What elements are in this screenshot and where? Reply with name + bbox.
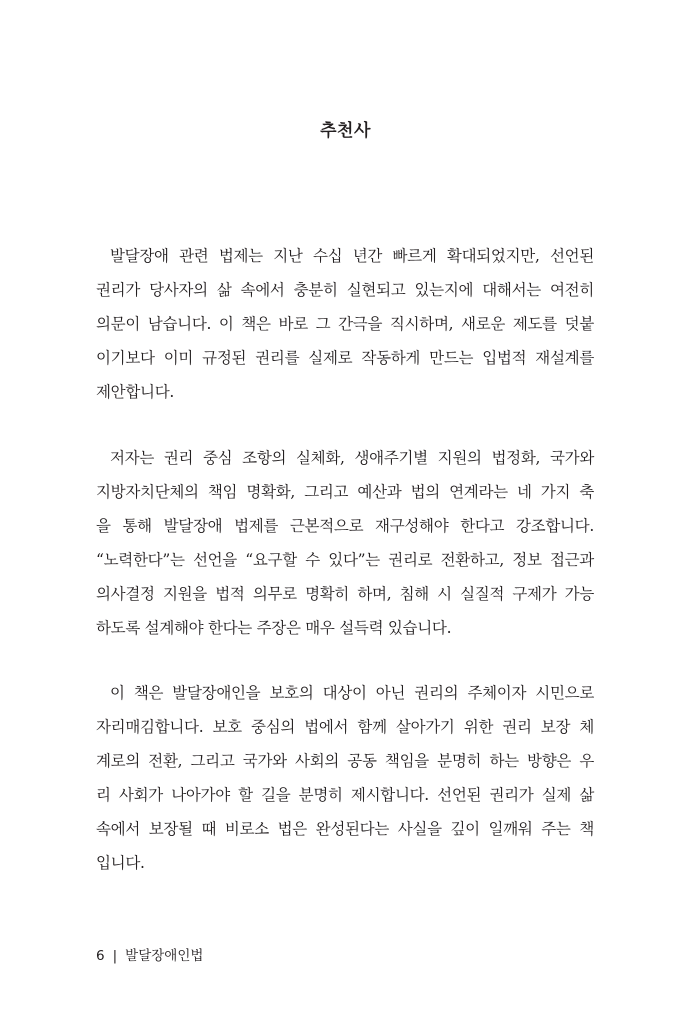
text-line: “노력한다”는 선언을 “요구할 수 있다”는 권리로 전환하고, 정보 접근과	[96, 551, 594, 569]
paragraph-2	[96, 441, 594, 645]
text-line: 자리매김합니다. 보호 중심의 법에서 함께 살아가기 위한 권리 보장 체	[96, 718, 594, 736]
paragraph-3	[96, 676, 594, 880]
text-line: 제안합니다.	[96, 383, 174, 401]
text-line: 권리가 당사자의 삶 속에서 충분히 실현되고 있는지에 대해서는 여전히	[96, 281, 594, 299]
running-title: 발달장애인법	[125, 948, 204, 964]
text-line: 지방자치단체의 책임 명확화, 그리고 예산과 법의 연계라는 네 가지 축	[96, 483, 594, 501]
page-number: 6	[96, 948, 105, 964]
footer-separator: |	[112, 948, 118, 964]
text-line: 이 책은 발달장애인을 보호의 대상이 아닌 권리의 주체이자 시민으로	[110, 684, 594, 702]
paragraph-1	[96, 239, 594, 409]
text-line: 을 통해 발달장애 법제를 근본적으로 재구성해야 한다고 강조합니다.	[96, 517, 594, 535]
text-line: 의사결정 지원을 법적 의무로 명확히 하며, 침해 시 실질적 구제가 가능	[96, 585, 594, 603]
text-line: 저자는 권리 중심 조항의 실체화, 생애주기별 지원의 법정화, 국가와	[110, 449, 594, 467]
text-line: 입니다.	[96, 854, 145, 872]
text-line: 의문이 남습니다. 이 책은 바로 그 간극을 직시하며, 새로운 제도를 덧붙	[96, 315, 594, 333]
page-footer	[96, 944, 203, 964]
text-line: 계로의 전환, 그리고 국가와 사회의 공동 책임을 분명히 하는 방향은 우	[96, 752, 594, 770]
text-line: 리 사회가 나아가야 할 길을 분명히 제시합니다. 선언된 권리가 실제 삶	[96, 786, 594, 804]
text-line: 발달장애 관련 법제는 지난 수십 년간 빠르게 확대되었지만, 선언된	[110, 247, 594, 265]
page-title: 추천사	[320, 121, 371, 141]
text-line: 속에서 보장될 때 비로소 법은 완성된다는 사실을 깊이 일깨워 주는 책	[96, 820, 594, 838]
text-line: 하도록 설계해야 한다는 주장은 매우 설득력 있습니다.	[96, 619, 452, 637]
text-line: 이기보다 이미 규정된 권리를 실제로 작동하게 만드는 입법적 재설계를	[96, 349, 594, 367]
